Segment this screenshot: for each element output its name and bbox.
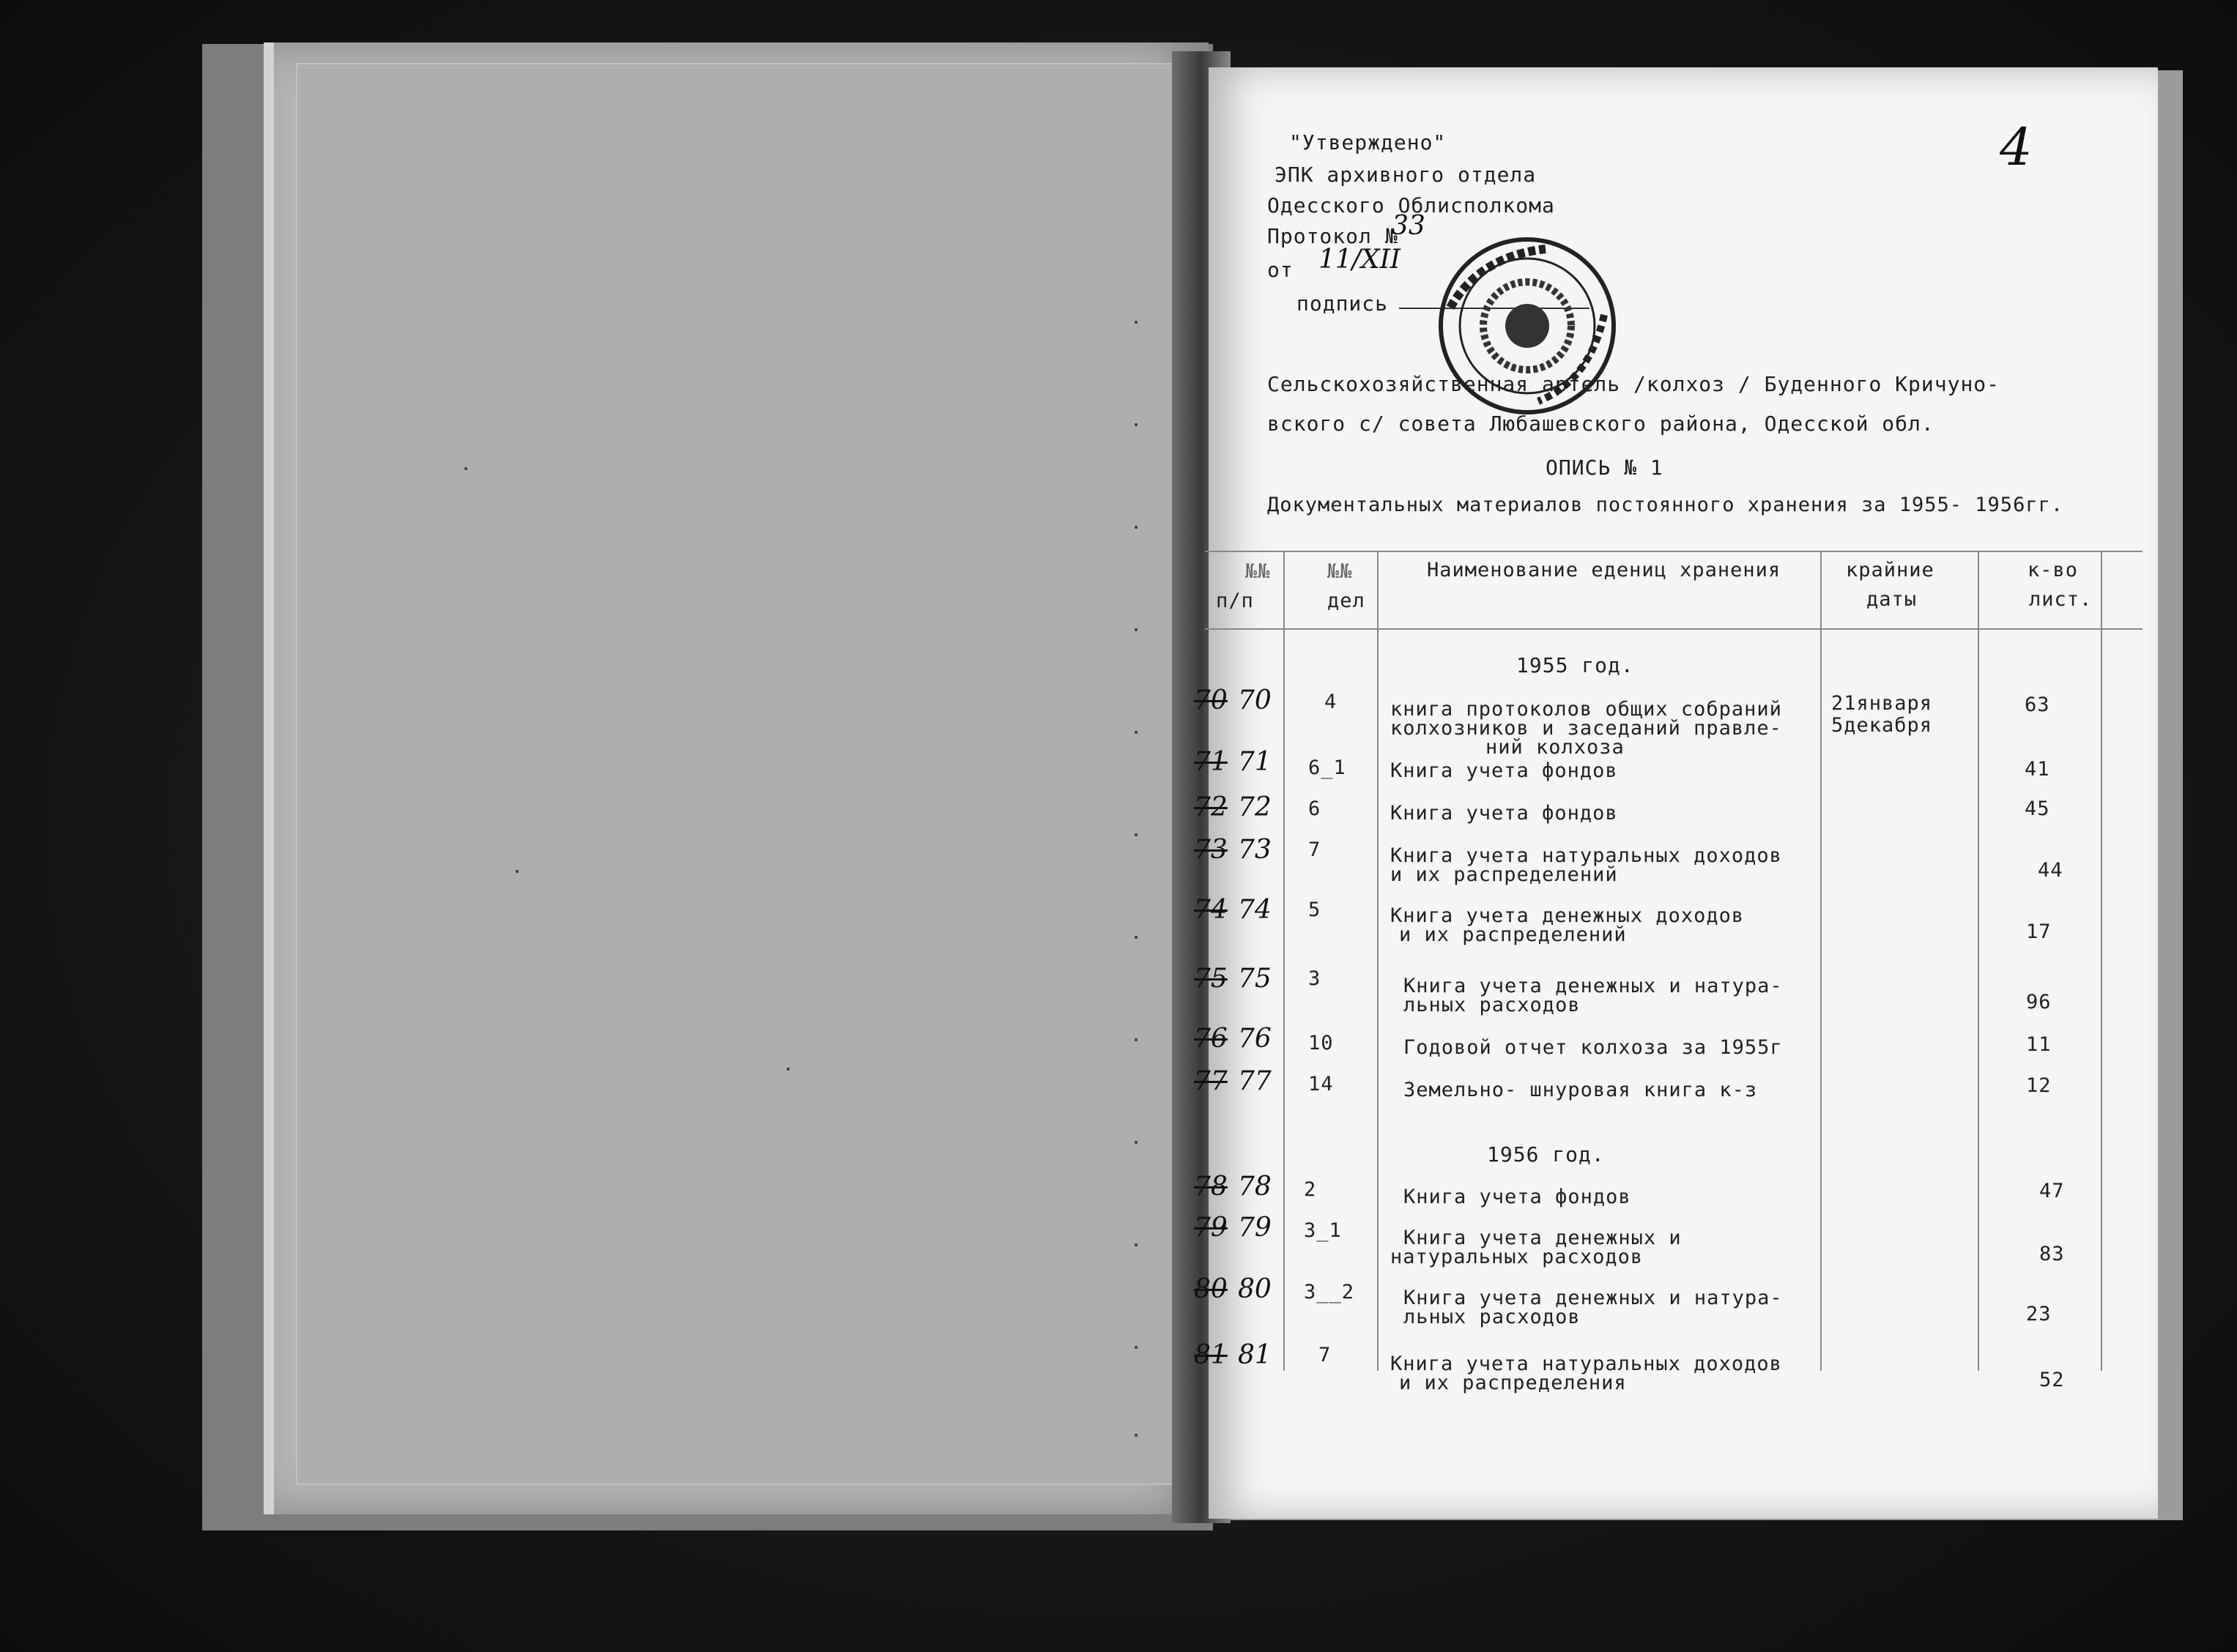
item-name-line2: и их распределений [1390, 863, 1618, 886]
org-line2: вского с/ совета Любашевского района, Одесской обл. [1267, 412, 1934, 436]
header-num-bottom: п/п [1216, 589, 1254, 612]
page-mark [516, 870, 519, 873]
page-mark [787, 1068, 790, 1071]
old-number: 81 [1194, 1340, 1228, 1370]
table-col-divider [1820, 551, 1822, 1371]
item-name-line1: Книга учета фондов [1390, 802, 1618, 825]
old-number: 76 [1194, 1024, 1228, 1054]
row-number: 74 [1238, 895, 1272, 925]
page-mark [1135, 526, 1138, 529]
date-from: 21января [1831, 692, 1933, 715]
approval-date-value: 11/XII [1318, 245, 1401, 275]
old-number: 73 [1194, 835, 1228, 865]
page-mark [1135, 731, 1138, 734]
page-mark [1135, 321, 1138, 324]
opis-subtitle: Документальных материалов постоянного хранения за 1955- 1956гг. [1267, 494, 2064, 516]
page-mark [1135, 1038, 1138, 1041]
item-name-line2: колхозников и заседаний правле- [1390, 717, 1782, 740]
page-mark [1135, 936, 1138, 939]
approval-date-label: от [1267, 258, 1294, 282]
date-to: 5декабря [1831, 714, 1933, 737]
page-mark [1135, 1141, 1138, 1144]
approval-protocol-label: Протокол № [1267, 224, 1398, 248]
header-dates-bottom: даты [1866, 588, 1918, 611]
sheet-count: 12 [2026, 1074, 2052, 1097]
old-number: 71 [1194, 747, 1228, 777]
old-number: 75 [1194, 964, 1228, 994]
year-heading-1956: 1956 год. [1487, 1142, 1605, 1167]
page-mark [1135, 628, 1138, 631]
header-num-top: №№ [1245, 560, 1271, 583]
item-name-line2: льных расходов [1403, 994, 1581, 1016]
page-mark [1135, 833, 1138, 836]
old-number: 77 [1194, 1066, 1228, 1096]
item-name-line2: льных расходов [1403, 1306, 1581, 1328]
item-name-line1: Книга учета денежных и натура- [1403, 1287, 1783, 1309]
sheet-count: 47 [2039, 1180, 2065, 1202]
item-name-line2: и их распределений [1399, 923, 1627, 946]
sheet-count: 11 [2026, 1033, 2052, 1056]
row-number: 81 [1238, 1340, 1272, 1370]
delo-number: 6 [1308, 797, 1321, 820]
row-number: 71 [1238, 747, 1272, 777]
item-name-line1: Книга учета натуральных доходов [1390, 1353, 1782, 1375]
year-heading-1955: 1955 год. [1516, 653, 1634, 677]
page-mark [1135, 423, 1138, 426]
delo-number: 6_1 [1308, 756, 1346, 779]
item-name-line1: Годовой отчет колхоза за 1955г [1403, 1036, 1783, 1059]
row-number: 77 [1238, 1066, 1272, 1096]
delo-number: 14 [1308, 1073, 1334, 1095]
approval-line2: ЭПК архивного отдела [1275, 163, 1537, 187]
delo-number: 2 [1304, 1178, 1317, 1201]
sheet-count: 52 [2039, 1369, 2065, 1391]
table-col-divider [2101, 551, 2102, 1371]
item-name-line1: Книга учета денежных и натура- [1403, 975, 1783, 997]
left-page-blank [264, 42, 1209, 1514]
approval-line1: "Утверждено" [1289, 130, 1447, 155]
header-sheets-bottom: лист. [2029, 588, 2093, 611]
table-col-divider [1978, 551, 1979, 1371]
item-name-line2: и их распределения [1399, 1372, 1627, 1394]
item-name-line1: Книга учета натуральных доходов [1390, 844, 1782, 867]
page-mark [464, 467, 467, 470]
row-number: 72 [1238, 792, 1272, 822]
row-number: 73 [1238, 835, 1272, 865]
old-number: 79 [1194, 1213, 1228, 1243]
delo-number: 7 [1318, 1344, 1332, 1366]
old-number: 80 [1194, 1274, 1228, 1304]
item-name-line1: Книга учета денежных и [1403, 1227, 1682, 1249]
old-number: 70 [1194, 685, 1228, 715]
delo-number: 3 [1308, 967, 1321, 990]
header-sheets-top: к-во [2028, 559, 2079, 581]
table-col-divider [1283, 551, 1285, 1371]
table-top-rule [1205, 551, 2143, 552]
header-delo-top: №№ [1327, 560, 1353, 583]
header-dates-top: крайние [1846, 559, 1934, 581]
item-name-line1: книга протоколов общих собраний [1390, 698, 1782, 721]
sheet-count: 63 [2025, 693, 2050, 716]
item-name-line1: Земельно- шнуровая книга к-з [1403, 1079, 1758, 1101]
delo-number: 5 [1308, 898, 1321, 921]
left-page-inner-sheet [296, 63, 1179, 1485]
delo-number: 7 [1308, 838, 1321, 861]
row-number: 79 [1238, 1213, 1272, 1243]
table-col-divider [1377, 551, 1379, 1371]
item-name-line1: Книга учета фондов [1390, 759, 1618, 782]
delo-number: 3__2 [1304, 1281, 1355, 1303]
page-mark [1135, 1434, 1138, 1437]
old-number: 78 [1194, 1172, 1228, 1202]
row-number: 80 [1238, 1274, 1272, 1304]
page-mark [1135, 1346, 1138, 1349]
approval-signature-label: подпись [1296, 291, 1389, 316]
item-name-line3: ний колхоза [1485, 736, 1625, 759]
sheet-count: 41 [2025, 758, 2050, 781]
header-delo-bottom: дел [1327, 589, 1365, 612]
delo-number: 4 [1324, 691, 1338, 713]
sheet-count: 23 [2026, 1303, 2052, 1325]
delo-number: 3_1 [1304, 1219, 1342, 1242]
item-name-line1: Книга учета фондов [1403, 1186, 1631, 1208]
item-name-line2: натуральных расходов [1390, 1246, 1644, 1268]
old-number: 74 [1194, 895, 1228, 925]
page-number: 4 [2000, 117, 2033, 177]
row-number: 78 [1238, 1172, 1272, 1202]
approval-protocol-number: 33 [1392, 211, 1425, 241]
row-number: 75 [1238, 964, 1272, 994]
delo-number: 10 [1308, 1032, 1334, 1054]
sheet-count: 45 [2025, 797, 2050, 820]
page-mark [1135, 1243, 1138, 1246]
header-name: Наименование едениц хранения [1427, 559, 1781, 581]
item-name-line1: Книга учета денежных доходов [1390, 904, 1745, 927]
approval-line3: Одесского Облисполкома [1267, 193, 1555, 217]
row-number: 70 [1238, 685, 1272, 715]
sheet-count: 96 [2026, 991, 2052, 1013]
sheet-count: 44 [2038, 859, 2063, 882]
org-line1: Сельскохозяйственная артель /колхоз / Буденного Кричуно- [1267, 372, 2000, 396]
old-number: 72 [1194, 792, 1228, 822]
row-number: 76 [1238, 1024, 1272, 1054]
sheet-count: 17 [2026, 920, 2052, 943]
table-header-rule [1205, 628, 2143, 630]
opis-title: ОПИСЬ № 1 [1546, 455, 1663, 480]
sheet-count: 83 [2039, 1243, 2065, 1265]
